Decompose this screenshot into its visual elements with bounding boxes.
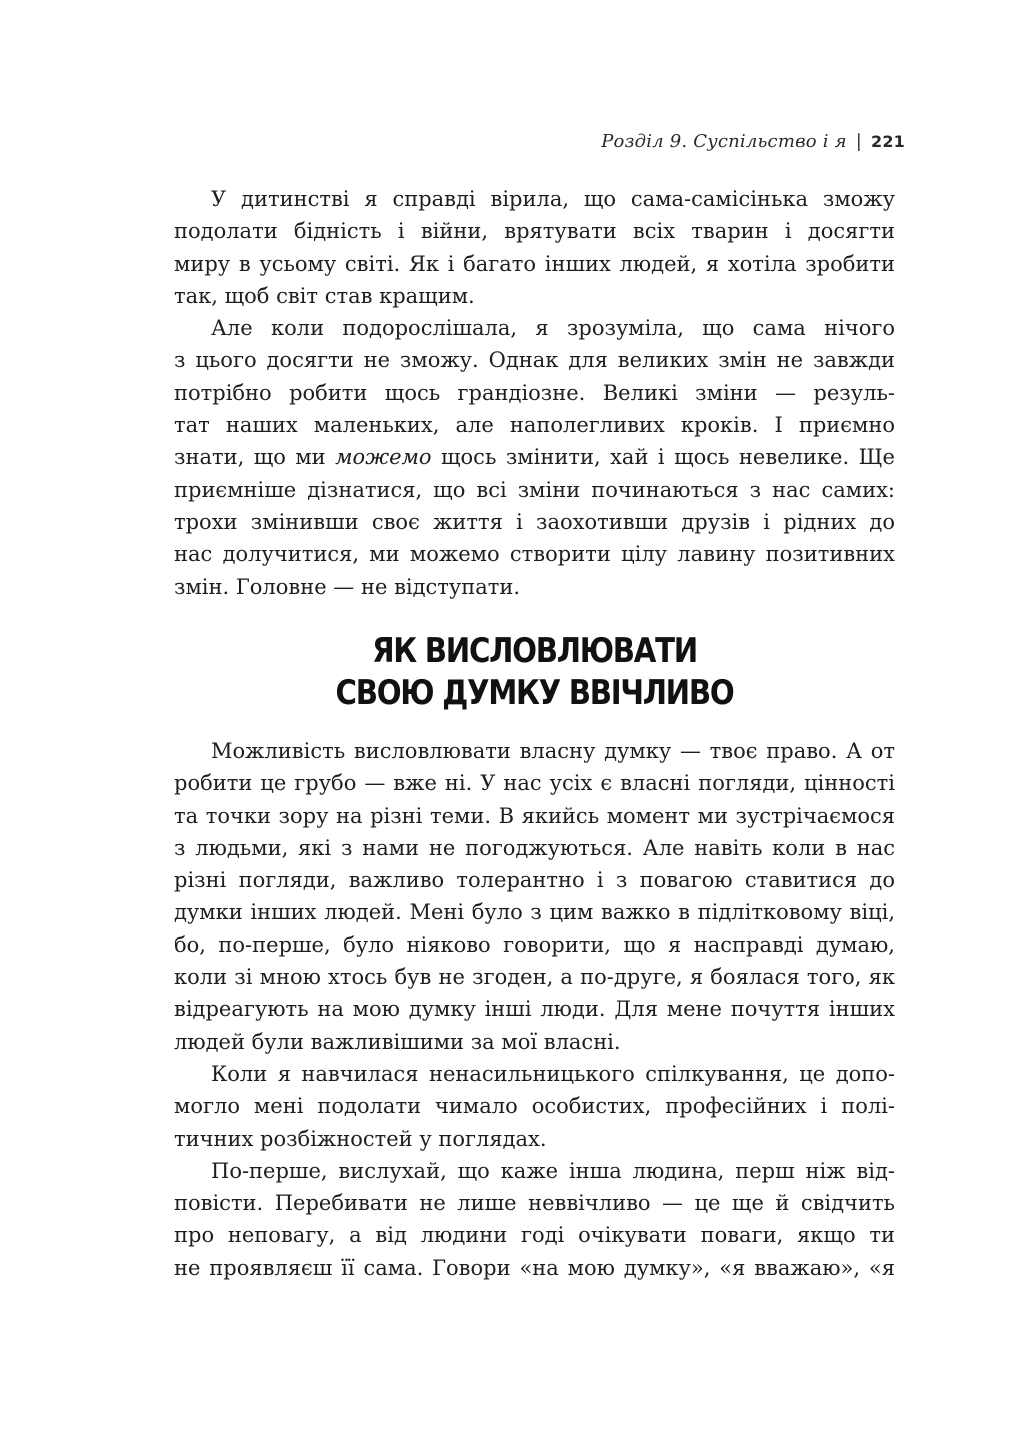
text-line: повісти. Перебивати не лише неввічливо — це ще й свідчить — [174, 1191, 895, 1216]
text-line: відреагують на мою думку інші люди. Для мене почуття інших — [174, 997, 895, 1022]
body-text-section — [174, 735, 895, 1284]
text-line: про неповагу, а від людини годі очікувати поваги, якщо ти — [174, 1223, 895, 1248]
body-text-intro — [174, 183, 895, 603]
text-line: Коли я навчилася ненасильницького спілкування, це допо- — [211, 1061, 895, 1086]
text-line: різні погляди, важливо толерантно і з повагою ставитися до — [174, 868, 895, 893]
text-line: По-перше, вислухай, що каже інша людина, перш ніж від- — [211, 1158, 895, 1183]
text-line: Але коли подорослішала, я зрозуміла, що сама нічого — [211, 316, 895, 341]
text-line: не проявляєш її сама. Говори «на мою думку», «я вважаю», «я — [174, 1255, 895, 1280]
text-line: думки інших людей. Мені було з цим важко в підлітковому віці, — [174, 900, 895, 925]
heading-line-1: ЯК ВИСЛОВЛЮВАТИ — [372, 631, 697, 671]
text-line: змін. Головне — не відступати. — [174, 574, 521, 599]
text-line: могло мені подолати чимало особистих, професійних і полі- — [174, 1094, 895, 1119]
chapter-title: Розділ 9. Суспільство і я — [601, 131, 847, 152]
text-line: з цього досягти не зможу. Однак для великих змін не завжди — [174, 348, 895, 373]
text-fragment: знати, що ми — [174, 445, 336, 470]
text-line: У дитинстві я справді вірила, що сама-самісінька зможу — [211, 187, 895, 211]
text-line — [174, 441, 895, 473]
text-line: так, щоб світ став кращим. — [174, 283, 475, 308]
page-number: 221 — [871, 132, 905, 151]
text-line: Можливість висловлювати власну думку — твоє право. А от — [211, 739, 895, 763]
text-line: коли зі мною хтось був не згоден, а по-друге, я боялася того, як — [174, 965, 895, 990]
running-header — [601, 131, 905, 152]
text-line: подолати бідність і війни, врятувати всіх тварин і досягти — [174, 219, 895, 244]
text-line: трохи змінивши своє життя і заохотивши друзів і рідних до — [174, 509, 895, 534]
text-line: людей були важливішими за мої власні. — [174, 1029, 621, 1054]
text-line: з людьми, які з нами не погоджуються. Але навіть коли в нас — [174, 835, 895, 860]
text-line: тат наших маленьких, але наполегливих кроків. І приємно — [174, 413, 895, 438]
text-line: тичних розбіжностей у поглядах. — [174, 1126, 547, 1151]
text-line: потрібно робити щось грандіозне. Великі зміни — резуль- — [174, 380, 895, 405]
header-separator: | — [855, 131, 862, 152]
emphasis-word: можемо — [335, 445, 432, 470]
text-line: бо, по-перше, було ніяково говорити, що я насправді думаю, — [174, 932, 895, 957]
text-line: робити це грубо — вже ні. У нас усіх є власні погляди, цінності — [174, 771, 895, 796]
section-heading — [224, 630, 844, 714]
text-line: приємніше дізнатися, що всі зміни починаються з нас самих: — [174, 477, 895, 502]
heading-line-2: СВОЮ ДУМКУ ВВІЧЛИВО — [335, 673, 734, 713]
text-line: миру в усьому світі. Як і багато інших людей, я хотіла зробити — [174, 251, 895, 276]
text-line: та точки зору на різні теми. В якийсь момент ми зустрічаємося — [174, 803, 895, 828]
text-fragment: щось змінити, хай і щось невелике. Ще — [431, 445, 895, 470]
text-line: нас долучитися, ми можемо створити цілу лавину позитивних — [174, 542, 895, 567]
